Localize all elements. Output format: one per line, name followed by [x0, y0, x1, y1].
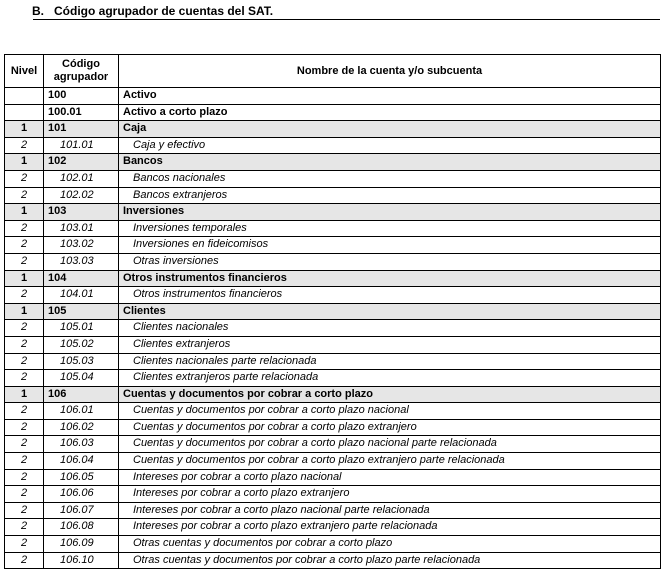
- account-code-table: [4, 54, 661, 569]
- table-row: [5, 502, 661, 519]
- account-name-cell: Otras cuentas y documentos por cobrar a corto plazo: [119, 536, 661, 553]
- code-cell: 106.07: [44, 502, 119, 519]
- table-row: [5, 386, 661, 403]
- table-row: [5, 469, 661, 486]
- nivel-cell: 2: [5, 253, 44, 270]
- table-row: [5, 320, 661, 337]
- table-row: [5, 204, 661, 221]
- code-cell: 105.02: [44, 336, 119, 353]
- table-row: [5, 137, 661, 154]
- nivel-cell: 2: [5, 353, 44, 370]
- table-header-row: [5, 55, 661, 88]
- account-name-cell: Bancos: [119, 154, 661, 171]
- nivel-cell: 1: [5, 386, 44, 403]
- table-row: [5, 220, 661, 237]
- code-cell: 102: [44, 154, 119, 171]
- table-row: [5, 336, 661, 353]
- code-cell: 106.05: [44, 469, 119, 486]
- table-row: [5, 519, 661, 536]
- account-name-cell: Inversiones en fideicomisos: [119, 237, 661, 254]
- nivel-cell: 2: [5, 403, 44, 420]
- nivel-cell: 2: [5, 486, 44, 503]
- code-cell: 104: [44, 270, 119, 287]
- nivel-cell: 1: [5, 270, 44, 287]
- table-row: [5, 453, 661, 470]
- table-row: [5, 486, 661, 503]
- account-name-cell: Clientes nacionales: [119, 320, 661, 337]
- code-cell: 106.10: [44, 552, 119, 569]
- header-codigo-line1: Código: [62, 58, 100, 70]
- account-name-cell: Caja y efectivo: [119, 137, 661, 154]
- table-row: [5, 253, 661, 270]
- nivel-cell: 2: [5, 187, 44, 204]
- nivel-cell: 2: [5, 137, 44, 154]
- title-underline: [33, 19, 660, 20]
- table-row: [5, 353, 661, 370]
- table-row: [5, 403, 661, 420]
- table-row: [5, 154, 661, 171]
- nivel-cell: 2: [5, 469, 44, 486]
- nivel-cell: 1: [5, 121, 44, 138]
- table-row: [5, 187, 661, 204]
- account-name-cell: Bancos nacionales: [119, 170, 661, 187]
- nivel-cell: 1: [5, 204, 44, 221]
- section-title: [32, 4, 273, 18]
- code-cell: 105: [44, 303, 119, 320]
- table-row: [5, 121, 661, 138]
- table-row: [5, 104, 661, 121]
- table-row: [5, 436, 661, 453]
- account-name-cell: Bancos extranjeros: [119, 187, 661, 204]
- table-row: [5, 370, 661, 387]
- nivel-cell: 2: [5, 320, 44, 337]
- account-name-cell: Intereses por cobrar a corto plazo extranjero parte relacionada: [119, 519, 661, 536]
- nivel-cell: 2: [5, 370, 44, 387]
- code-cell: 106: [44, 386, 119, 403]
- nivel-cell: [5, 88, 44, 105]
- code-cell: 101.01: [44, 137, 119, 154]
- account-name-cell: Caja: [119, 121, 661, 138]
- code-cell: 103.02: [44, 237, 119, 254]
- nivel-cell: 2: [5, 536, 44, 553]
- nivel-cell: 2: [5, 287, 44, 304]
- nivel-cell: 2: [5, 519, 44, 536]
- account-name-cell: Cuentas y documentos por cobrar a corto plazo extranjero: [119, 419, 661, 436]
- table-row: [5, 419, 661, 436]
- code-cell: 102.01: [44, 170, 119, 187]
- account-name-cell: Otros instrumentos financieros: [119, 270, 661, 287]
- code-cell: 100.01: [44, 104, 119, 121]
- code-cell: 106.04: [44, 453, 119, 470]
- code-cell: 103.01: [44, 220, 119, 237]
- code-cell: 102.02: [44, 187, 119, 204]
- nivel-cell: 2: [5, 170, 44, 187]
- account-name-cell: Cuentas y documentos por cobrar a corto plazo: [119, 386, 661, 403]
- account-name-cell: Otras cuentas y documentos por cobrar a corto plazo parte relacionada: [119, 552, 661, 569]
- header-nombre: Nombre de la cuenta y/o subcuenta: [119, 55, 661, 88]
- code-cell: 103.03: [44, 253, 119, 270]
- account-name-cell: Inversiones: [119, 204, 661, 221]
- header-codigo-line2: agrupador: [53, 71, 109, 83]
- code-cell: 105.04: [44, 370, 119, 387]
- code-cell: 106.01: [44, 403, 119, 420]
- account-name-cell: Activo: [119, 88, 661, 105]
- code-cell: 106.06: [44, 486, 119, 503]
- code-cell: 100: [44, 88, 119, 105]
- table-row: [5, 270, 661, 287]
- code-cell: 106.09: [44, 536, 119, 553]
- account-name-cell: Clientes extranjeros: [119, 336, 661, 353]
- code-cell: 104.01: [44, 287, 119, 304]
- section-letter: B.: [32, 4, 44, 18]
- account-name-cell: Intereses por cobrar a corto plazo extranjero: [119, 486, 661, 503]
- account-name-cell: Clientes extranjeros parte relacionada: [119, 370, 661, 387]
- nivel-cell: 2: [5, 502, 44, 519]
- nivel-cell: 2: [5, 436, 44, 453]
- account-name-cell: Cuentas y documentos por cobrar a corto plazo nacional: [119, 403, 661, 420]
- section-title-text: Código agrupador de cuentas del SAT.: [54, 4, 274, 18]
- account-name-cell: Otras inversiones: [119, 253, 661, 270]
- account-name-cell: Clientes nacionales parte relacionada: [119, 353, 661, 370]
- code-cell: 106.08: [44, 519, 119, 536]
- table-row: [5, 170, 661, 187]
- table-row: [5, 303, 661, 320]
- table-row: [5, 536, 661, 553]
- code-cell: 101: [44, 121, 119, 138]
- nivel-cell: 2: [5, 220, 44, 237]
- code-cell: 106.03: [44, 436, 119, 453]
- code-cell: 105.01: [44, 320, 119, 337]
- code-cell: 103: [44, 204, 119, 221]
- table-body: [5, 88, 661, 569]
- nivel-cell: 2: [5, 336, 44, 353]
- code-cell: 105.03: [44, 353, 119, 370]
- table-row: [5, 552, 661, 569]
- account-name-cell: Activo a corto plazo: [119, 104, 661, 121]
- nivel-cell: 1: [5, 303, 44, 320]
- header-codigo: [44, 55, 119, 88]
- account-name-cell: Intereses por cobrar a corto plazo nacional: [119, 469, 661, 486]
- nivel-cell: [5, 104, 44, 121]
- nivel-cell: 2: [5, 237, 44, 254]
- account-name-cell: Inversiones temporales: [119, 220, 661, 237]
- table-row: [5, 88, 661, 105]
- account-name-cell: Cuentas y documentos por cobrar a corto plazo extranjero parte relacionada: [119, 453, 661, 470]
- code-cell: 106.02: [44, 419, 119, 436]
- account-name-cell: Clientes: [119, 303, 661, 320]
- nivel-cell: 2: [5, 419, 44, 436]
- header-nivel: Nivel: [5, 55, 44, 88]
- table-row: [5, 237, 661, 254]
- account-name-cell: Intereses por cobrar a corto plazo nacional parte relacionada: [119, 502, 661, 519]
- account-name-cell: Cuentas y documentos por cobrar a corto plazo nacional parte relacionada: [119, 436, 661, 453]
- nivel-cell: 2: [5, 552, 44, 569]
- table-row: [5, 287, 661, 304]
- nivel-cell: 1: [5, 154, 44, 171]
- nivel-cell: 2: [5, 453, 44, 470]
- account-name-cell: Otros instrumentos financieros: [119, 287, 661, 304]
